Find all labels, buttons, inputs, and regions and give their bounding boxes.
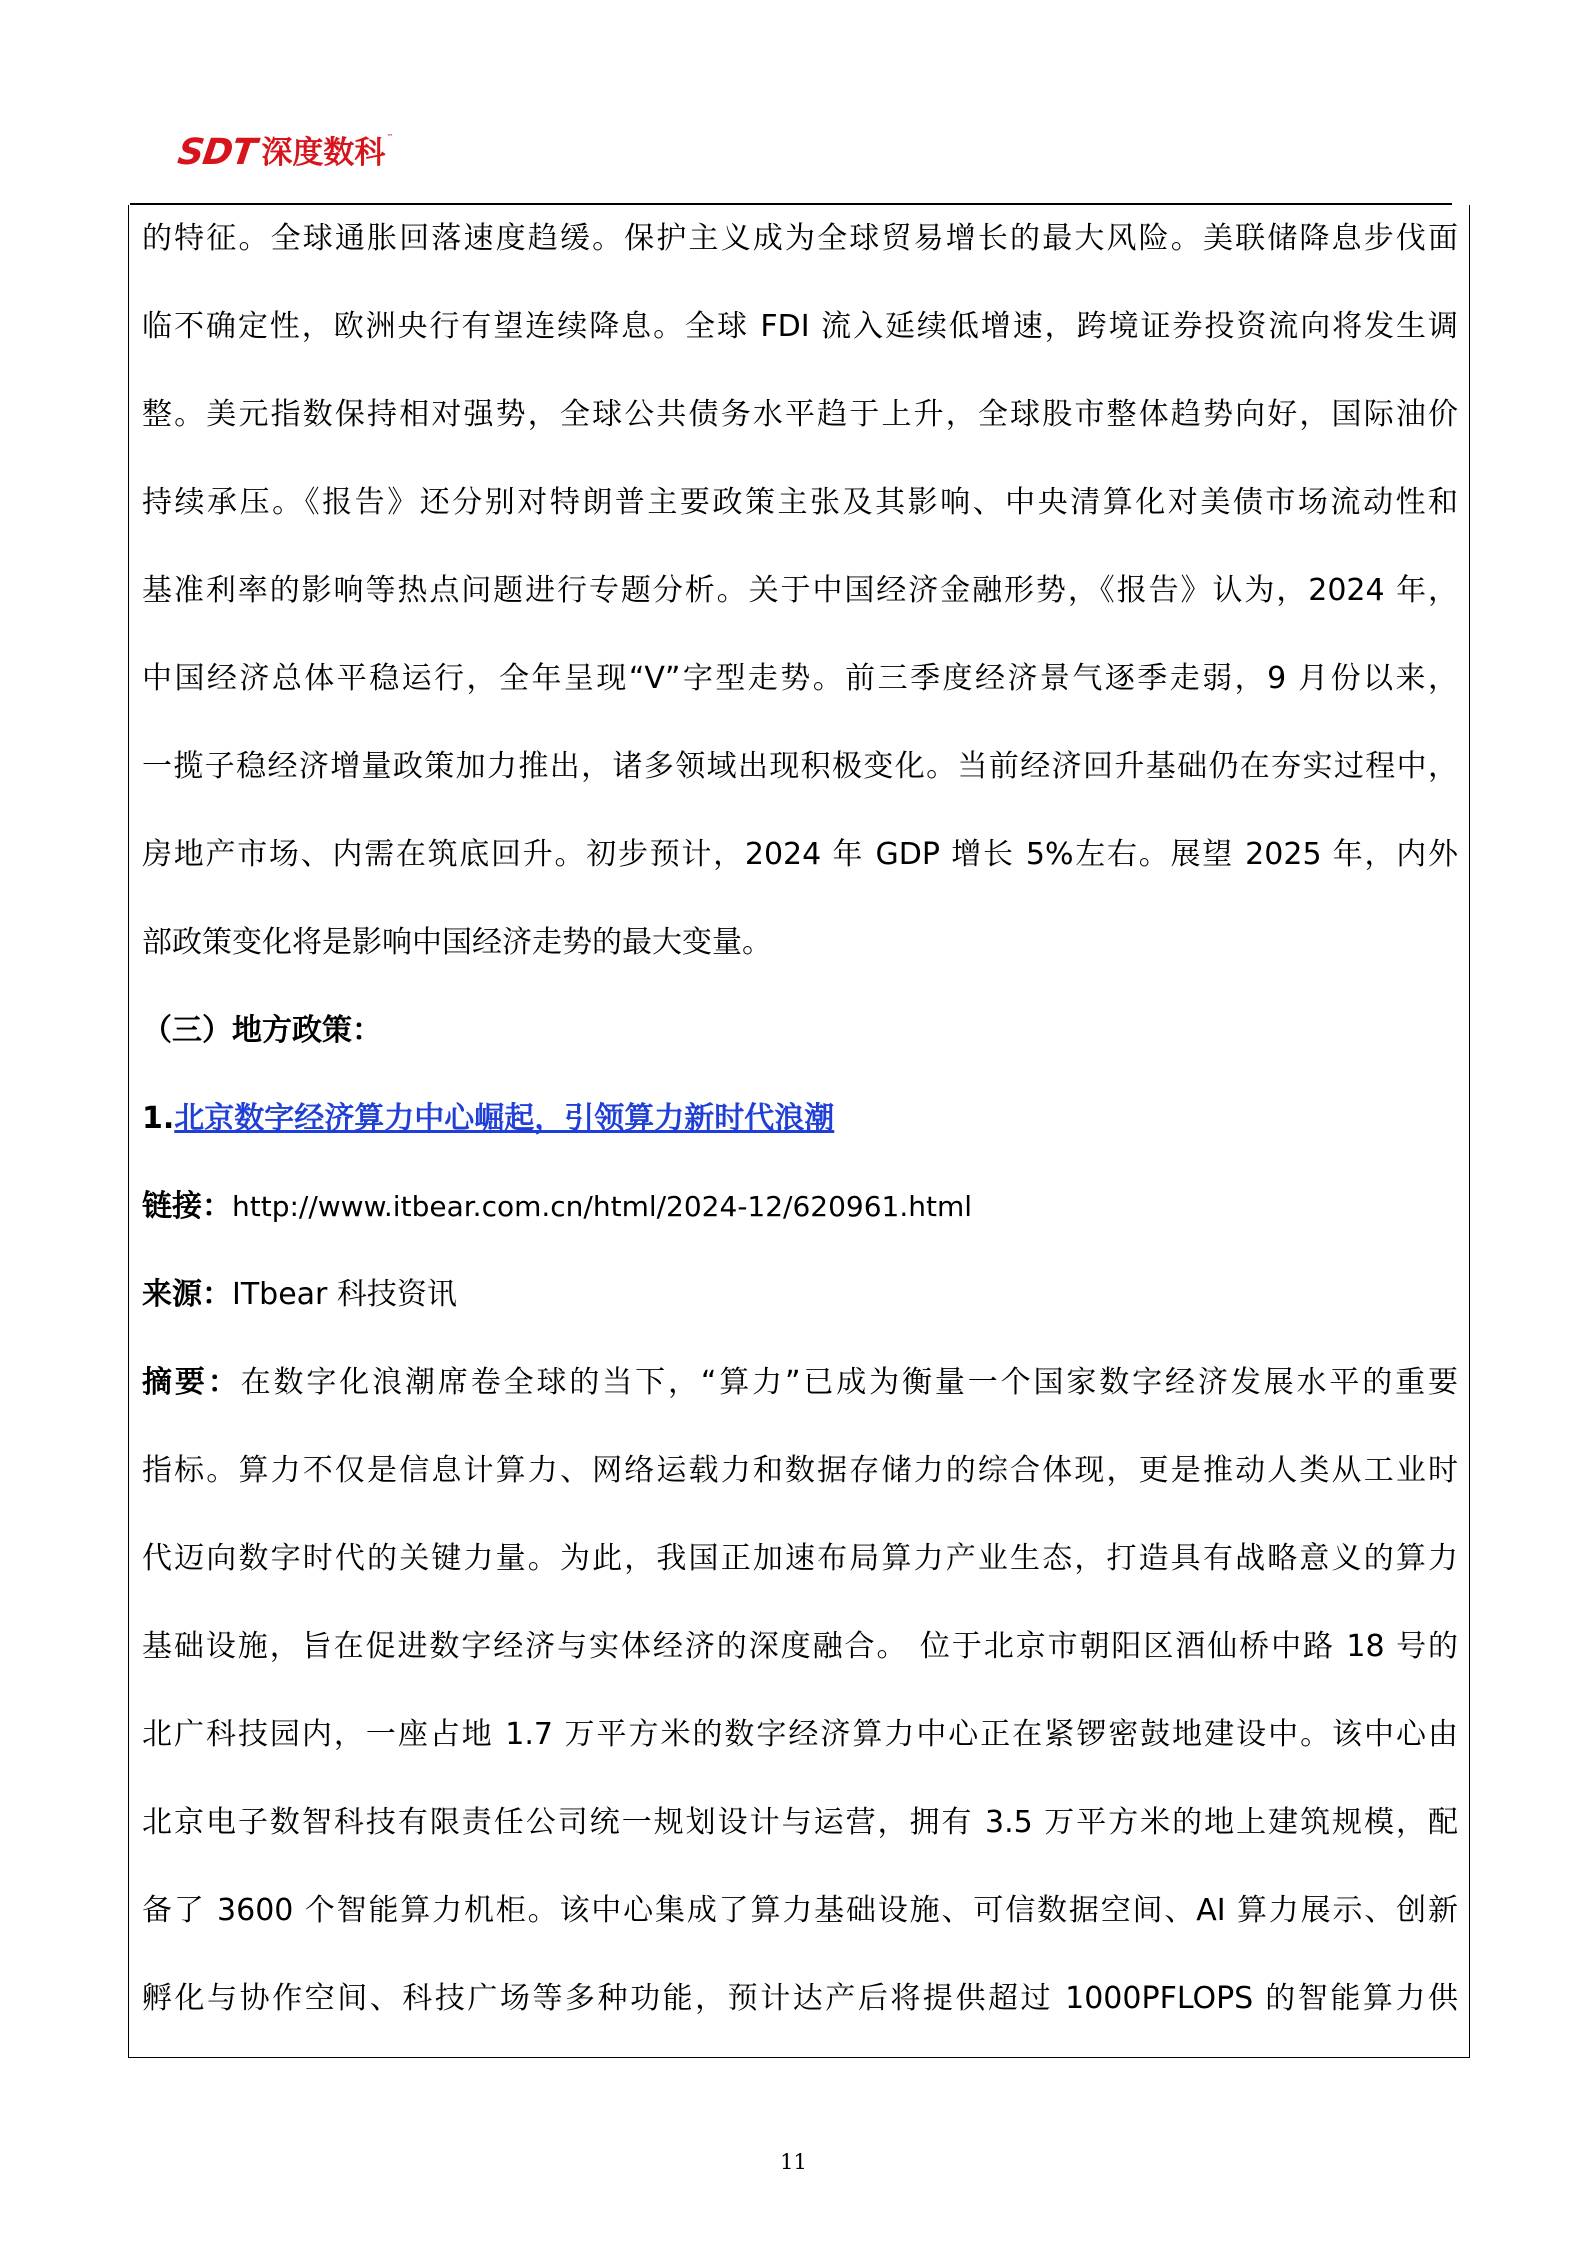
paragraph-line: 房地产市场、内需在筑底回升。初步预计，2024 年 GDP 增长 5%左右。展望 2025 年，内外 [142,837,1458,872]
article-url[interactable]: http://www.itbear.com.cn/html/2024-12/620961.html [232,1190,973,1223]
paragraph-line: 临不确定性，欧洲央行有望连续降息。全球 FDI 流入延续低增速，跨境证券投资流向将发生调 [142,309,1458,344]
summary-text: 在数字化浪潮席卷全球的当下，“算力”已成为衡量一个国家数字经济发展水平的重要 [240,1365,1458,1400]
paragraph-line: 中国经济总体平稳运行，全年呈现“V”字型走势。前三季度经济景气逐季走弱，9 月份以来， [142,661,1458,696]
summary-line: 基础设施，旨在促进数字经济与实体经济的深度融合。 位于北京市朝阳区酒仙桥中路 18 号的 [142,1629,1458,1664]
logo-text: 深度数科 [261,135,386,171]
summary-first-line [142,1354,1458,1442]
document-body [142,210,1458,2058]
source-value: ITbear 科技资讯 [232,1277,457,1312]
logo-mark: SDT [175,132,259,173]
paragraph-line: 整。美元指数保持相对强势，全球公共债务水平趋于上升，全球股市整体趋势向好，国际油价 [142,397,1458,432]
summary-line: 指标。算力不仅是信息计算力、网络运载力和数据存储力的综合体现，更是推动人类从工业时 [142,1453,1458,1488]
paragraph-line: 一揽子稳经济增量政策加力推出，诸多领域出现积极变化。当前经济回升基础仍在夯实过程中， [142,749,1458,784]
article-title-link[interactable]: 北京数字经济算力中心崛起，引领算力新时代浪潮 [174,1101,835,1136]
summary-line: 备了 3600 个智能算力机柜。该中心集成了算力基础设施、可信数据空间、AI 算力展示、创新 [142,1893,1458,1928]
section-heading: （三）地方政策： [142,1013,382,1048]
paragraph-line: 基准利率的影响等热点问题进行专题分析。关于中国经济金融形势，《报告》认为，2024 年， [142,573,1458,608]
article-source-line [142,1266,1458,1354]
summary-line: 北广科技园内，一座占地 1.7 万平方米的数字经济算力中心正在紧锣密鼓地建设中。该中心由 [142,1717,1458,1752]
article-number: 1. [142,1101,175,1136]
summary-line: 北京电子数智科技有限责任公司统一规划设计与运营，拥有 3.5 万平方米的地上建筑规模，配 [142,1805,1458,1840]
page-number: 11 [780,2150,807,2174]
article-link-line [142,1178,1458,1266]
logo-trademark: ™ [386,133,394,141]
article-title-line [142,1090,1458,1178]
summary-line: 代迈向数字时代的关键力量。为此，我国正加速布局算力产业生态，打造具有战略意义的算力 [142,1541,1458,1576]
link-label: 链接： [142,1189,232,1224]
paragraph-line: 持续承压。《报告》还分别对特朗普主要政策主张及其影响、中央清算化对美债市场流动性和 [142,485,1458,520]
source-label: 来源： [142,1277,232,1312]
summary-line: 孵化与协作空间、科技广场等多种功能，预计达产后将提供超过 1000PFLOPS 的智能算力供 [142,1981,1458,2016]
paragraph-line: 部政策变化将是影响中国经济走势的最大变量。 [142,925,772,960]
paragraph-line: 的特征。全球通胀回落速度趋缓。保护主义成为全球贸易增长的最大风险。美联储降息步伐面 [142,221,1458,256]
sdt-logo [175,131,394,173]
summary-label: 摘要： [142,1365,241,1400]
